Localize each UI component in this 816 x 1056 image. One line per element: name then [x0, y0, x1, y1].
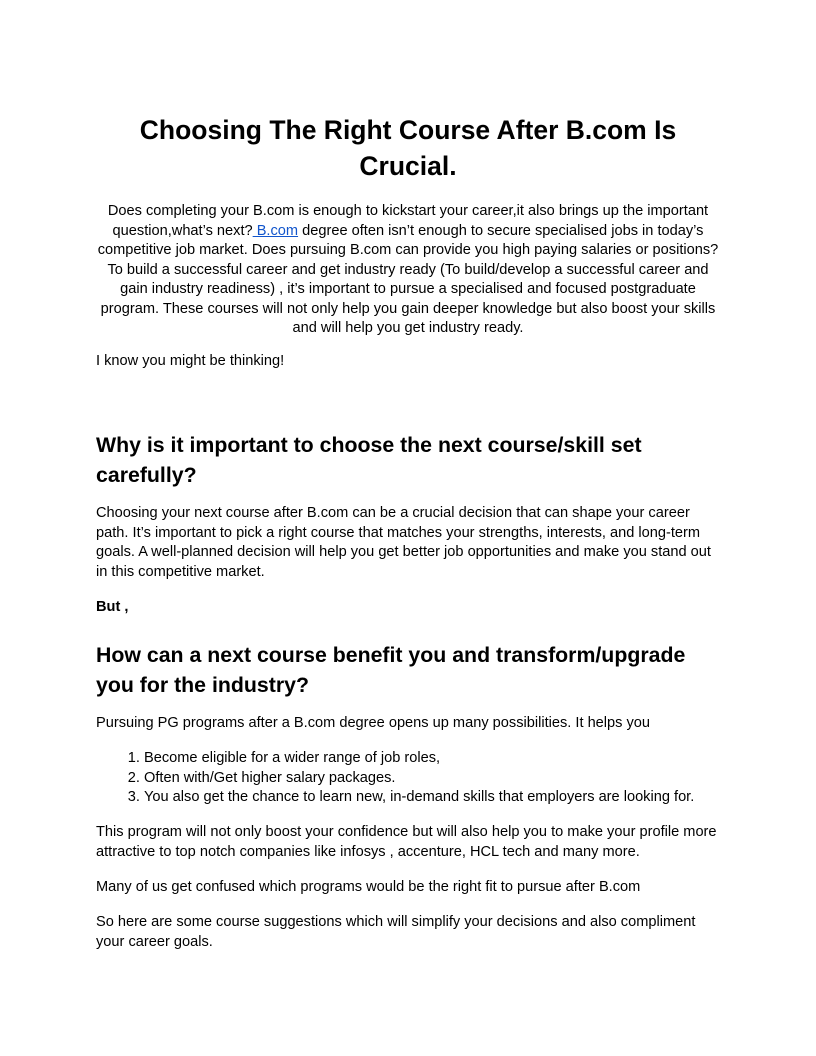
- list-item: 1. Become eligible for a wider range of job roles,: [144, 749, 720, 769]
- section2-lead: Pursuing PG programs after a B.com degree opens up many possibilities. It helps you: [96, 715, 651, 731]
- section1-body: Choosing your next course after B.com can be a crucial decision that can shape your career path. It’s important to pick a right course that matches your strengths, interests, and long-term goals. A well-planned decision will help you get better job opportunities and make you stand out in this competitive market.: [96, 505, 711, 580]
- list-item: 3. You also get the chance to learn new, in-demand skills that employers are looking for.: [144, 788, 720, 808]
- benefits-list: [96, 749, 720, 808]
- profile-paragraph: This program will not only boost your confidence but will also help you to make your profile more attractive to top notch companies like infosys , accenture, HCL tech and many more.: [96, 824, 717, 860]
- bcom-link[interactable]: B.com: [252, 222, 299, 239]
- intro-text-end: degree often isn’t enough to secure specialised jobs in today’s competitive job market. Does pursuing B.com can provide you high paying salaries or positions? To build a successful career and get industry ready (To build/develop a successful career and gain industry readiness) , it’s important to pursue a specialised and focused postgraduate program. These courses will not only help you gain deeper knowledge but also boost your skills and will help you get industry ready.: [97, 222, 719, 336]
- intro-text-start: Does completing your B.com is enough to kickstart your career,it also brings up the important question,what’s next?: [107, 203, 709, 239]
- thinking-line: I know you might be thinking!: [96, 353, 285, 369]
- suggestions-paragraph: So here are some course suggestions which will simplify your decisions and also compliment your career goals.: [96, 914, 696, 950]
- but-line: But ,: [96, 599, 129, 615]
- list-item: 2. Often with/Get higher salary packages.: [144, 769, 720, 789]
- section1-heading: Why is it important to choose the next course/skill set carefully?: [96, 433, 642, 487]
- page-title: Choosing The Right Course After B.com Is Crucial.: [139, 115, 677, 181]
- intro-paragraph: [96, 202, 720, 339]
- section2-heading: How can a next course benefit you and transform/upgrade you for the industry?: [96, 643, 686, 697]
- confused-paragraph: Many of us get confused which programs would be the right fit to pursue after B.com: [96, 879, 641, 895]
